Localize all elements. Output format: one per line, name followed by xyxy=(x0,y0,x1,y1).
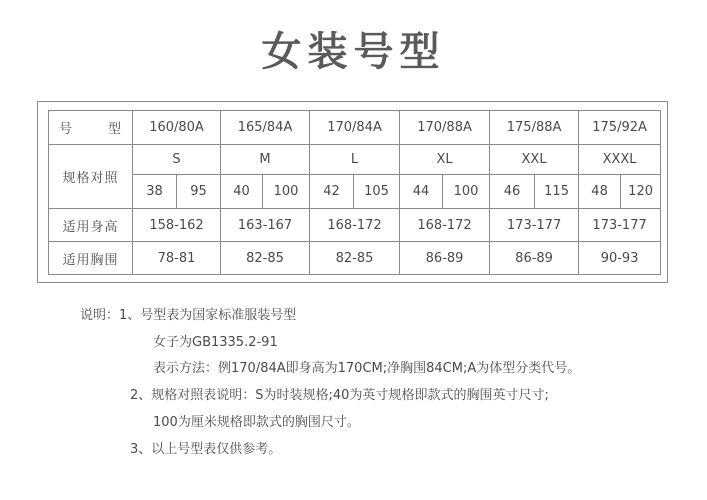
chest-cell: 78-81 xyxy=(133,242,221,275)
table-row xyxy=(49,175,661,209)
note-line: 3、以上号型表仅供参考。 xyxy=(130,442,282,457)
chest-cell: 90-93 xyxy=(579,242,661,275)
row-label-size-type xyxy=(49,111,133,145)
fashion-size-cell: XXXL xyxy=(579,145,661,175)
row-label-char: 型 xyxy=(107,122,122,137)
fashion-size-cell: XL xyxy=(400,145,490,175)
size-cell: 175/88A xyxy=(490,111,579,145)
inch-size-cell: 40 xyxy=(221,175,263,209)
chest-cell: 82-85 xyxy=(310,242,400,275)
height-cell: 168-172 xyxy=(400,209,490,242)
table-row xyxy=(49,145,661,175)
inch-size-cell: 38 xyxy=(133,175,177,209)
height-cell: 163-167 xyxy=(221,209,310,242)
row-label-spec: 规格对照 xyxy=(49,145,133,209)
chest-cell: 82-85 xyxy=(221,242,310,275)
note-line: 说明：1、号型表为国家标准服装号型 xyxy=(80,308,297,323)
fashion-size-cell: XXL xyxy=(490,145,579,175)
inch-size-cell: 46 xyxy=(490,175,535,209)
inch-size-cell: 42 xyxy=(310,175,354,209)
size-chart-table xyxy=(48,110,661,275)
chest-cell: 86-89 xyxy=(490,242,579,275)
note-line: 2、规格对照表说明：S为时装规格;40为英寸规格即款式的胸围英寸尺寸; xyxy=(130,388,549,403)
size-cell: 160/80A xyxy=(133,111,221,145)
page-title: 女装号型 xyxy=(261,29,446,75)
fashion-size-cell: L xyxy=(310,145,400,175)
row-label-height: 适用身高 xyxy=(49,209,133,242)
fashion-size-cell: M xyxy=(221,145,310,175)
cm-size-cell: 105 xyxy=(354,175,400,209)
table-row xyxy=(49,209,661,242)
note-line: 100为厘米规格即款式的胸围尺寸。 xyxy=(153,415,360,430)
size-cell: 165/84A xyxy=(221,111,310,145)
note-line: 女子为GB1335.2-91 xyxy=(153,335,278,350)
row-label-char: 号 xyxy=(59,122,74,137)
note-line: 表示方法：例170/84A即身高为170CM;净胸围84CM;A为体型分类代号。 xyxy=(153,361,581,376)
inch-size-cell: 44 xyxy=(400,175,443,209)
size-cell: 175/92A xyxy=(579,111,661,145)
table-row xyxy=(49,111,661,145)
size-cell: 170/84A xyxy=(310,111,400,145)
size-cell: 170/88A xyxy=(400,111,490,145)
height-cell: 168-172 xyxy=(310,209,400,242)
height-cell: 173-177 xyxy=(490,209,579,242)
cm-size-cell: 115 xyxy=(535,175,579,209)
height-cell: 173-177 xyxy=(579,209,661,242)
fashion-size-cell: S xyxy=(133,145,221,175)
cm-size-cell: 120 xyxy=(621,175,661,209)
cm-size-cell: 100 xyxy=(263,175,310,209)
cm-size-cell: 95 xyxy=(177,175,221,209)
chest-cell: 86-89 xyxy=(400,242,490,275)
cm-size-cell: 100 xyxy=(443,175,490,209)
inch-size-cell: 48 xyxy=(579,175,621,209)
height-cell: 158-162 xyxy=(133,209,221,242)
row-label-chest: 适用胸围 xyxy=(49,242,133,275)
table-row xyxy=(49,242,661,275)
